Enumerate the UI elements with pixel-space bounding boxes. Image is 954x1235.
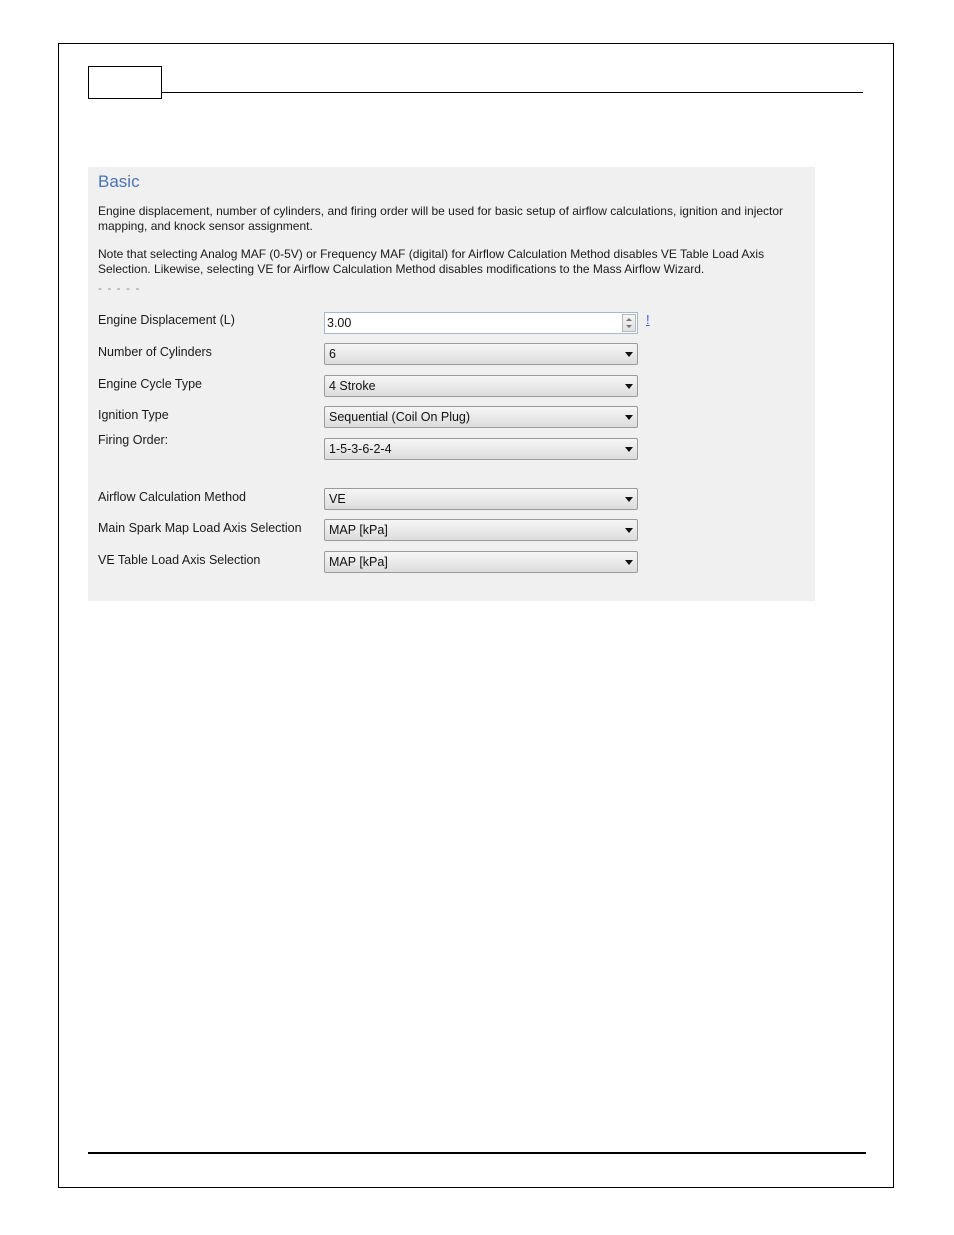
page-number-box	[88, 66, 162, 99]
chevron-down-icon[interactable]	[625, 528, 633, 533]
chevron-down-icon[interactable]	[625, 497, 633, 502]
airflow-method-value: VE	[329, 492, 346, 506]
spin-up-icon[interactable]	[626, 318, 632, 321]
ve-load-axis-value: MAP [kPa]	[329, 555, 388, 569]
engine-cycle-type-select[interactable]	[324, 375, 638, 397]
number-of-cylinders-label: Number of Cylinders	[98, 345, 212, 359]
panel-description: Engine displacement, number of cylinders, and firing order will be used for basic setup of airflow calculations, ignition and injector mapping, and knock sensor assignment.	[98, 204, 784, 233]
airflow-method-label: Airflow Calculation Method	[98, 490, 246, 504]
ignition-type-select[interactable]	[324, 406, 638, 428]
chevron-down-icon[interactable]	[625, 384, 633, 389]
engine-cycle-type-value: 4 Stroke	[329, 379, 376, 393]
footer-rule	[88, 1152, 866, 1154]
spin-down-icon[interactable]	[626, 325, 632, 328]
spark-load-axis-label: Main Spark Map Load Axis Selection	[98, 521, 302, 535]
number-of-cylinders-value: 6	[329, 347, 336, 361]
firing-order-select[interactable]	[324, 438, 638, 460]
engine-displacement-spinner[interactable]	[622, 314, 636, 332]
chevron-down-icon[interactable]	[625, 560, 633, 565]
basic-settings-panel	[88, 167, 815, 601]
engine-displacement-info-link[interactable]: !	[646, 312, 650, 327]
ignition-type-label: Ignition Type	[98, 408, 169, 422]
header-rule	[162, 92, 863, 93]
firing-order-value: 1-5-3-6-2-4	[329, 442, 392, 456]
spark-load-axis-select[interactable]	[324, 519, 638, 541]
panel-title: Basic	[98, 172, 140, 191]
chevron-down-icon[interactable]	[625, 447, 633, 452]
engine-displacement-input[interactable]	[324, 312, 638, 334]
ve-load-axis-select[interactable]	[324, 551, 638, 573]
engine-cycle-type-label: Engine Cycle Type	[98, 377, 202, 391]
separator: - - - - -	[98, 281, 141, 295]
airflow-method-select[interactable]	[324, 488, 638, 510]
number-of-cylinders-select[interactable]	[324, 343, 638, 365]
spark-load-axis-value: MAP [kPa]	[329, 523, 388, 537]
firing-order-label: Firing Order:	[98, 433, 169, 447]
chevron-down-icon[interactable]	[625, 415, 633, 420]
chevron-down-icon[interactable]	[625, 352, 633, 357]
ignition-type-value: Sequential (Coil On Plug)	[329, 410, 471, 424]
engine-displacement-label: Engine Displacement (L)	[98, 313, 235, 327]
panel-note: Note that selecting Analog MAF (0-5V) or Frequency MAF (digital) for Airflow Calculation Method disables VE Table Load Axis Selection. Likewise, selecting VE for Airflow Calculation Method disables modifications to the Mass Airflow Wizard.	[98, 247, 765, 276]
ve-load-axis-label: VE Table Load Axis Selection	[98, 553, 261, 567]
engine-displacement-value: 3.00	[327, 316, 352, 330]
